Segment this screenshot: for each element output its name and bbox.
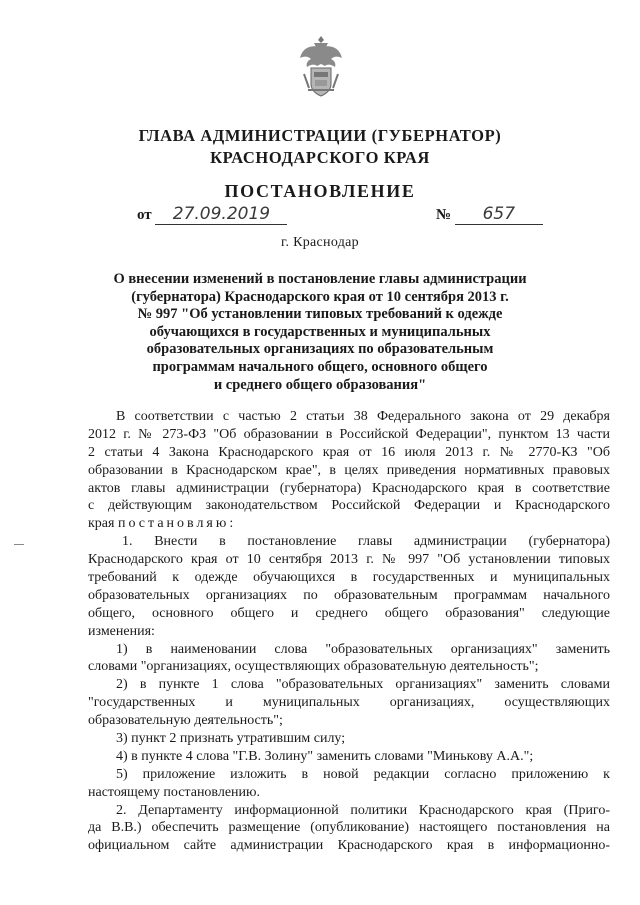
- document-body: [88, 408, 610, 855]
- authority-name-line2: КРАСНОДАРСКОГО КРАЯ: [210, 148, 430, 167]
- preamble-last-line: [88, 515, 610, 533]
- item2-line: да В.В.) обеспечить размещение (опубликование) настоящего постановления на: [88, 820, 610, 836]
- sub2-line: образовательную деятельность";: [88, 713, 283, 729]
- sub3-line: 3) пункт 2 признать утратившим силу;: [116, 731, 346, 747]
- item1-line: образовательных организациях по образовательным программам начального: [88, 587, 610, 603]
- margin-mark: [14, 544, 24, 545]
- number-block: [436, 204, 543, 230]
- document-type: ПОСТАНОВЛЕНИЕ: [224, 181, 416, 201]
- document-title: [100, 271, 540, 394]
- sub2-line: 2) в пункте 1 слова "образовательных организациях" заменить словами: [116, 677, 610, 693]
- preamble-line: актов главы администрации (губернатора) Краснодарского края в соответствие: [88, 480, 610, 496]
- sub4-line: 4) в пункте 4 слова "Г.В. Золину" заменить словами "Минькову А.А.";: [116, 748, 534, 764]
- sub2-line: "государственных и муниципальных организациях, осуществляющих: [88, 695, 610, 711]
- sub1-line: словами "организациях, осуществляющих образовательную деятельность";: [88, 659, 539, 675]
- title-line: и среднего общего образования": [213, 376, 427, 393]
- number-value: 657: [455, 204, 543, 225]
- title-line: № 997 "Об установлении типовых требований к одежде: [137, 306, 503, 323]
- city: г. Краснодар: [281, 235, 359, 250]
- authority-name-line1: ГЛАВА АДМИНИСТРАЦИИ (ГУБЕРНАТОР): [138, 126, 502, 145]
- preamble-line: 2 статьи 4 Закона Краснодарского края от 16 июля 2013 г. № 2770-КЗ "Об: [88, 444, 610, 460]
- title-line: (губернатора) Краснодарского края от 10 сентября 2013 г.: [131, 288, 509, 305]
- preamble-line: образовании в Краснодарском крае", в целях приведения нормативных правовых: [88, 462, 610, 478]
- item1-line: общего, основного общего и среднего общего образования" следующие: [88, 605, 610, 621]
- number-label: №: [436, 207, 452, 223]
- date-block: [137, 204, 287, 230]
- title-line: обучающихся в государственных и муниципальных: [149, 323, 491, 340]
- title-line: образовательных организациях по образовательным: [146, 341, 494, 358]
- preamble-line: с действующим законодательством Российской Федерации и Краснодарского: [88, 498, 610, 514]
- date-value: 27.09.2019: [155, 204, 287, 225]
- item2-line: 2. Департаменту информационной политики Краснодарского края (Приго-: [116, 802, 610, 818]
- title-line: программам начального общего, основного общего: [152, 358, 488, 375]
- decree-word: постановляю:: [117, 516, 237, 532]
- item1-line: Краснодарского края от 10 сентября 2013 г. № 997 "Об установлении типовых: [88, 552, 610, 568]
- sub5-line: 5) приложение изложить в новой редакции согласно приложению к: [116, 766, 610, 782]
- sub1-line: 1) в наименовании слова "образовательных организациях" заменить: [116, 641, 610, 657]
- date-label: от: [137, 207, 152, 223]
- item1-line: изменения:: [88, 623, 155, 639]
- item1-line: 1. Внести в постановление главы администрации (губернатора): [122, 534, 610, 550]
- item1-line: требований к одежде обучающихся в государственных и муниципальных: [88, 570, 610, 586]
- sub5-line: настоящему постановлению.: [88, 784, 260, 800]
- preamble-line: 2012 г. № 273-ФЗ "Об образовании в Российской Федерации", пунктом 13 части: [88, 426, 610, 442]
- item2-line: официальном сайте администрации Краснодарского края в информационно-: [88, 838, 610, 854]
- preamble-end: края: [88, 516, 115, 532]
- preamble-line: В соответствии с частью 2 статьи 38 Федерального закона от 29 декабря: [116, 409, 610, 424]
- title-line: О внесении изменений в постановление главы администрации: [113, 271, 527, 287]
- coat-of-arms-icon: [298, 34, 344, 100]
